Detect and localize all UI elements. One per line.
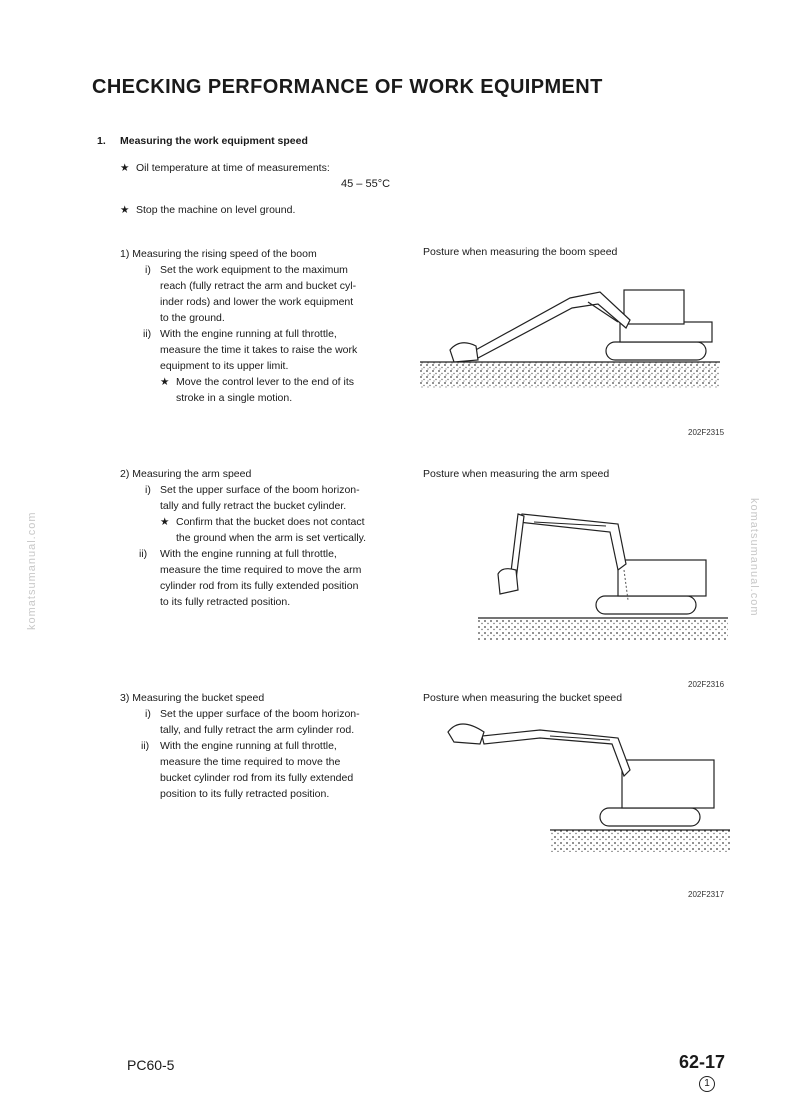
step-number: i) [145, 264, 151, 276]
step-line: to its fully retracted position. [160, 596, 291, 608]
step-number: i) [145, 708, 151, 720]
step-number: ii) [143, 328, 152, 340]
watermark-right: komatsumanual.com [748, 498, 760, 617]
step-line: position to its fully retracted position. [160, 788, 330, 800]
step-line: With the engine running at full throttle, [160, 548, 337, 560]
step-line: inder rods) and lower the work equipment [160, 296, 354, 308]
revision-mark: 1 [699, 1076, 715, 1092]
step-number: ii) [141, 740, 150, 752]
note-star: ★ [160, 516, 170, 528]
note-level-ground: Stop the machine on level ground. [136, 204, 296, 216]
step-line: reach (fully retract the arm and bucket cyl- [160, 280, 357, 292]
bucket-speed-figure [440, 710, 730, 860]
page-number: 62-17 [679, 1052, 726, 1072]
step-line: cylinder rod from its fully extended position [160, 580, 359, 592]
footer-model: PC60-5 [127, 1057, 175, 1073]
star-note-line: the ground when the arm is set vertically. [176, 532, 367, 544]
step-line: tally, and fully retract the arm cylinder rod. [160, 724, 355, 736]
note-star: ★ [120, 204, 130, 216]
section-heading: Measuring the work equipment speed [120, 135, 308, 147]
step-line: to the ground. [160, 312, 225, 324]
star-note-line: Confirm that the bucket does not contact [176, 516, 365, 528]
note-oil-temperature-value: 45 – 55°C [341, 178, 391, 190]
step-line: measure the time required to move the arm [160, 564, 362, 576]
step-line: With the engine running at full throttle, [160, 740, 337, 752]
step-line: Set the work equipment to the maximum [160, 264, 348, 276]
figure-code: 202F2315 [688, 428, 725, 437]
figure-code: 202F2316 [688, 680, 725, 689]
step-line: Set the upper surface of the boom horizon- [160, 708, 360, 720]
figure-caption: Posture when measuring the arm speed [423, 468, 610, 480]
boom-speed-figure [420, 280, 720, 400]
step-line: With the engine running at full throttle, [160, 328, 337, 340]
step-line: tally and fully retract the bucket cylinder. [160, 500, 347, 512]
step-line: bucket cylinder rod from its fully extended [160, 772, 354, 784]
watermark-left: komatsumanual.com [26, 511, 38, 630]
item-heading: 3) Measuring the bucket speed [120, 692, 265, 704]
step-line: Set the upper surface of the boom horizon- [160, 484, 360, 496]
section-number: 1. [97, 135, 106, 147]
step-number: ii) [139, 548, 148, 560]
step-line: equipment to its upper limit. [160, 360, 289, 372]
step-line: measure the time required to move the [160, 756, 341, 768]
note-star: ★ [160, 376, 170, 388]
figure-code: 202F2317 [688, 890, 725, 899]
star-note-line: stroke in a single motion. [176, 392, 293, 404]
page-title: CHECKING PERFORMANCE OF WORK EQUIPMENT [92, 76, 603, 98]
note-oil-temperature: Oil temperature at time of measurements: [136, 162, 330, 174]
figure-caption: Posture when measuring the boom speed [423, 246, 618, 258]
star-note-line: Move the control lever to the end of its [176, 376, 355, 388]
step-number: i) [145, 484, 151, 496]
figure-caption: Posture when measuring the bucket speed [423, 692, 623, 704]
note-star: ★ [120, 162, 130, 174]
arm-speed-figure [478, 500, 728, 650]
step-line: measure the time it takes to raise the work [160, 344, 358, 356]
item-heading: 2) Measuring the arm speed [120, 468, 252, 480]
item-heading: 1) Measuring the rising speed of the boom [120, 248, 317, 260]
